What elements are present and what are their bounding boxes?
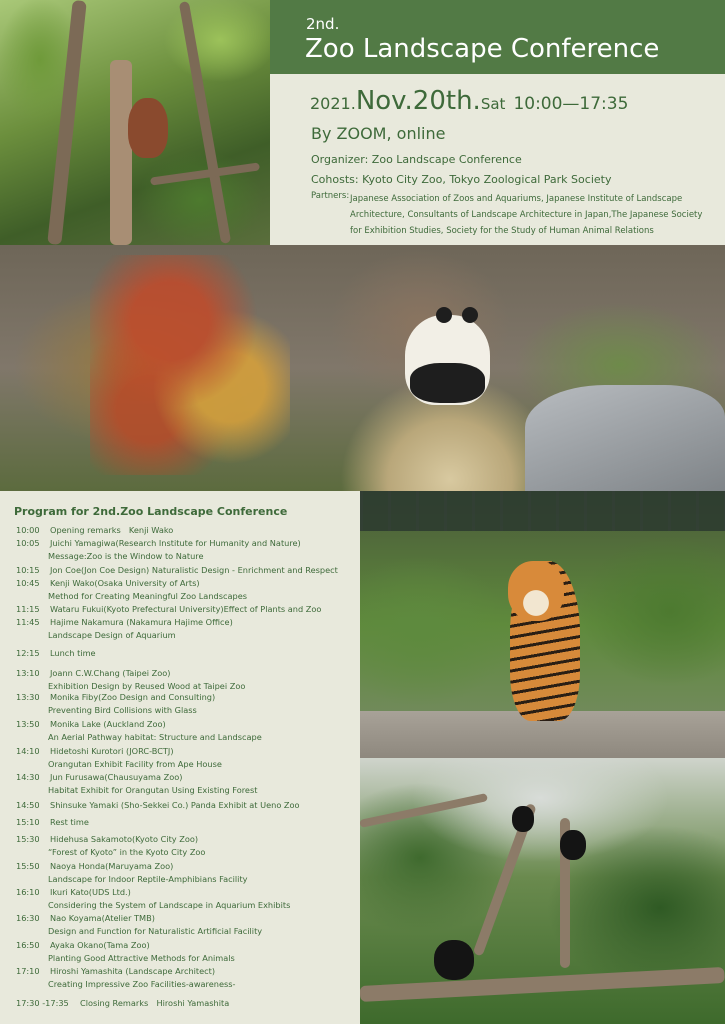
- entry-subtitle: Considering the System of Landscape in Aquarium Exhibits: [48, 900, 291, 910]
- entry-title: Rest time: [50, 817, 89, 827]
- program-entry: [16, 565, 338, 575]
- tiger-face: [508, 561, 564, 621]
- cohosts: Cohosts: Kyoto City Zoo, Tokyo Zoological Park Society: [311, 173, 612, 186]
- autumn-leaves: [90, 255, 290, 475]
- program-entry: [16, 772, 258, 795]
- entry-subtitle: Landscape Design of Aquarium: [48, 630, 176, 640]
- entry-title: Ayaka Okano(Tama Zoo): [50, 940, 150, 950]
- entry-time: 15:50: [16, 861, 40, 871]
- program-entry: [16, 525, 173, 535]
- program-entry: [16, 817, 89, 827]
- event-date: [310, 86, 628, 116]
- entry-time: 17:30 -17:35: [16, 998, 69, 1008]
- entry-time: 13:50: [16, 719, 40, 729]
- entry-time: 14:50: [16, 800, 40, 810]
- program-entry: [16, 887, 291, 910]
- entry-title: Hidetoshi Kurotori (JORC-BCTJ): [50, 746, 174, 756]
- entry-subtitle: Preventing Bird Collisions with Glass: [48, 705, 197, 715]
- program-entry: [16, 617, 233, 640]
- program-title: Program for 2nd.Zoo Landscape Conference: [14, 505, 288, 518]
- panda-legs: [410, 363, 485, 403]
- program-entry: [16, 668, 246, 691]
- program-entry: [16, 834, 206, 857]
- entry-title: Nao Koyama(Atelier TMB): [50, 913, 155, 923]
- entry-subtitle: Orangutan Exhibit Facility from Ape House: [48, 759, 222, 769]
- entry-time: 17:10: [16, 966, 40, 976]
- entry-time: 10:05: [16, 538, 40, 548]
- entry-title: Lunch time: [50, 648, 96, 658]
- entry-title: Naoya Honda(Maruyama Zoo): [50, 861, 174, 871]
- entry-title: Joann C.W.Chang (Taipei Zoo): [50, 668, 171, 678]
- entry-time: 15:10: [16, 817, 40, 827]
- chimpanzee: [560, 830, 586, 860]
- entry-time: 16:30: [16, 913, 40, 923]
- program-entry: [16, 998, 229, 1008]
- program-entry: [16, 746, 222, 769]
- entry-subtitle: Creating Impressive Zoo Facilities-awareness-: [48, 979, 236, 989]
- panda-ear: [436, 307, 452, 323]
- entry-title: Closing Remarks Hiroshi Yamashita: [80, 998, 230, 1008]
- entry-title: Juichi Yamagiwa(Research Institute for Humanity and Nature): [50, 538, 301, 548]
- entry-title: Jun Furusawa(Chausuyama Zoo): [50, 772, 183, 782]
- date-weekday: Sat: [480, 95, 506, 113]
- program-entry: [16, 940, 235, 963]
- entry-time: 13:30: [16, 692, 40, 702]
- entry-time: 13:10: [16, 668, 40, 678]
- program-entry: [16, 966, 236, 989]
- branch: [360, 793, 488, 828]
- entry-time: 16:50: [16, 940, 40, 950]
- program-entry: [16, 861, 248, 884]
- entry-time: 12:15: [16, 648, 40, 658]
- entry-subtitle: Planting Good Attractive Methods for Animals: [48, 953, 235, 963]
- panda-photo: [0, 245, 725, 491]
- program-entry: [16, 913, 263, 936]
- program-entry: [16, 719, 262, 742]
- organizer: Organizer: Zoo Landscape Conference: [311, 153, 522, 166]
- partners-label: Partners:: [311, 191, 350, 201]
- program-entry: [16, 800, 300, 810]
- orangutan-photo: [0, 0, 270, 245]
- program-entry: [16, 578, 247, 601]
- conference-title: Zoo Landscape Conference: [305, 34, 660, 64]
- venue: By ZOOM, online: [311, 124, 446, 143]
- entry-subtitle: Landscape for Indoor Reptile-Amphibians Facility: [48, 874, 248, 884]
- entry-title: Monika Fiby(Zoo Design and Consulting): [50, 692, 216, 702]
- edition-label: 2nd.: [306, 15, 340, 33]
- log: [360, 967, 725, 1002]
- entry-title: Opening remarks Kenji Wako: [50, 525, 174, 535]
- entry-subtitle: An Aerial Pathway habitat: Structure and Landscape: [48, 732, 262, 742]
- entry-time: 15:30: [16, 834, 40, 844]
- program-entry: [16, 538, 301, 561]
- fence: [360, 491, 725, 531]
- chimpanzee: [434, 940, 474, 980]
- branch: [150, 162, 260, 185]
- entry-time: 10:00: [16, 525, 40, 535]
- entry-subtitle: Message:Zoo is the Window to Nature: [48, 551, 204, 561]
- entry-time: 10:15: [16, 565, 40, 575]
- entry-title: Wataru Fukui(Kyoto Prefectural University)Effect of Plants and Zoo: [50, 604, 322, 614]
- program-entry: [16, 692, 216, 715]
- entry-title: Hidehusa Sakamoto(Kyoto City Zoo): [50, 834, 199, 844]
- entry-title: Monika Lake (Auckland Zoo): [50, 719, 166, 729]
- partners-list: Japanese Association of Zoos and Aquariums, Japanese Institute of Landscape Architecture, Consultants of Landscape Architecture in Japan,The Japanese Society for Exhibition Studies, Society for the Study of Human Animal Relations: [350, 194, 703, 236]
- entry-title: Hajime Nakamura (Nakamura Hajime Office): [50, 617, 233, 627]
- chimpanzee: [512, 806, 534, 832]
- orangutan: [128, 98, 168, 158]
- date-year: 2021.: [310, 94, 356, 113]
- entry-time: 10:45: [16, 578, 40, 588]
- entry-subtitle: Exhibition Design by Reused Wood at Taipei Zoo: [48, 681, 246, 691]
- entry-time: 14:10: [16, 746, 40, 756]
- program-entry: [16, 648, 96, 658]
- entry-title: Jon Coe(Jon Coe Design) Naturalistic Design - Enrichment and Respect: [50, 565, 338, 575]
- program-entry: [16, 604, 321, 614]
- event-time: 10:00—17:35: [513, 94, 629, 114]
- entry-time: 16:10: [16, 887, 40, 897]
- panda-ear: [462, 307, 478, 323]
- date-month-day: Nov.20th.: [355, 86, 481, 116]
- entry-subtitle: Design and Function for Naturalistic Artificial Facility: [48, 926, 263, 936]
- entry-subtitle: “Forest of Kyoto” in the Kyoto City Zoo: [48, 847, 206, 857]
- entry-time: 14:30: [16, 772, 40, 782]
- entry-subtitle: Method for Creating Meaningful Zoo Landscapes: [48, 591, 247, 601]
- tiger-photo: [360, 491, 725, 758]
- entry-time: 11:45: [16, 617, 40, 627]
- tree-trunk: [179, 1, 231, 244]
- entry-title: Kenji Wako(Osaka University of Arts): [50, 578, 200, 588]
- entry-title: Hiroshi Yamashita (Landscape Architect): [50, 966, 216, 976]
- entry-subtitle: Habitat Exhibit for Orangutan Using Existing Forest: [48, 785, 258, 795]
- entry-time: 11:15: [16, 604, 40, 614]
- entry-title: Ikuri Kato(UDS Ltd.): [50, 887, 131, 897]
- tree-trunk: [47, 0, 87, 245]
- chimpanzee-photo: [360, 758, 725, 1024]
- entry-title: Shinsuke Yamaki (Sho-Sekkei Co.) Panda Exhibit at Ueno Zoo: [50, 800, 300, 810]
- rock: [525, 385, 725, 491]
- tree-trunk: [110, 60, 132, 245]
